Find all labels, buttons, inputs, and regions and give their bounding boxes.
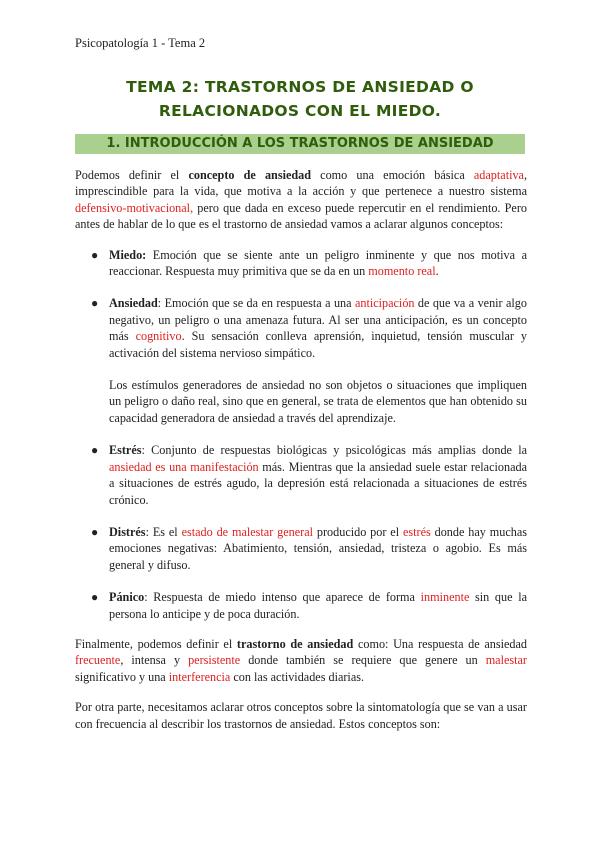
text-run: sin que la persona lo anticipe y de poca duración.: [109, 590, 527, 621]
text-run: : Es el: [145, 524, 182, 539]
highlight-text: cognitivo: [135, 329, 182, 344]
highlight-text: inminente: [420, 590, 470, 605]
bold-term: Pánico: [109, 590, 145, 605]
text-run: : Emoción que se da en respuesta a una: [157, 296, 355, 311]
closing-paragraph: Por otra parte, necesitamos aclarar otros conceptos sobre la sintomatología que se van a usar con frecuencia al describir los trastornos de ansiedad. Estos conceptos son:: [75, 700, 527, 731]
text-run: como una emoción básica: [311, 168, 474, 182]
bullet-icon: ●: [91, 590, 99, 605]
ansiedad-continuation-paragraph: Los estímulos generadores de ansiedad no son objetos o situaciones que impliquen un peligro o daño real, sino que en general, se trata de elementos que han obtenido su capacidad generadora de ansiedad a través del aprendizaje.: [109, 378, 527, 425]
bold-term: concepto de ansiedad: [188, 168, 312, 182]
bold-term: Distrés: [109, 524, 146, 539]
section-heading: 1. INTRODUCCIÓN A LOS TRASTORNOS DE ANSIEDAD: [75, 134, 525, 154]
running-header: Psicopatología 1 - Tema 2: [75, 36, 206, 50]
text-run: significativo y una: [75, 669, 169, 684]
text-run: donde hay muchas emociones negativas: Abatimiento, tensión, ansiedad, tristeza o agobio. Es más general y difuso.: [109, 524, 527, 572]
highlight-text: adaptativa: [473, 168, 524, 182]
intro-paragraph: [75, 167, 527, 233]
bullet-icon: ●: [91, 247, 99, 262]
concept-list: [75, 247, 527, 622]
text-run: : Respuesta de miedo intenso que aparece de forma: [144, 590, 421, 605]
definition-paragraph: [75, 636, 527, 685]
bold-term: trastorno de ansiedad: [236, 636, 354, 651]
text-run: , imprescindible para la vida, que motiva a la acción y que pertenece a nuestro sistema: [75, 168, 528, 199]
highlight-text: frecuente: [75, 653, 121, 668]
title-line-1: TEMA 2: TRASTORNOS DE ANSIEDAD O: [126, 78, 474, 96]
text-run: . Su sensación conlleva aprensión, inquietud, tensión muscular y activación del sistema nervioso simpático.: [109, 329, 527, 360]
list-item-ansiedad: [75, 295, 527, 361]
highlight-text: momento real: [368, 264, 436, 279]
bold-term: Estrés: [109, 443, 142, 458]
highlight-text: anticipación: [354, 296, 415, 311]
text-run: : Conjunto de respuestas biológicas y psicológicas más amplias donde la: [141, 443, 527, 458]
text-run: Finalmente, podemos definir el: [75, 636, 237, 651]
list-item-miedo: [75, 247, 527, 280]
bullet-icon: ●: [91, 524, 99, 539]
text-run: producido por el: [313, 524, 403, 539]
bullet-icon: ●: [91, 443, 99, 458]
text-run: más. Mientras que la ansiedad suele estar relacionada a situaciones de estrés agudo, la depresión está relacionada a situaciones de estrés crónico.: [109, 459, 527, 507]
text-run: donde también se requiere que genere un: [240, 653, 486, 668]
highlight-text: estrés: [402, 524, 431, 539]
list-item-panico: [75, 589, 527, 622]
text-run: Podemos definir el: [75, 168, 189, 182]
text-run: .: [435, 264, 439, 279]
text-run: pero que dada en exceso puede repercutir en el rendimiento. Pero antes de hablar de lo que es el trastorno de ansiedad vamos a aclarar algunos conceptos:: [75, 200, 527, 232]
highlight-text: interferencia: [168, 669, 231, 684]
list-item-estres: [75, 442, 527, 508]
highlight-text: estado de malestar general: [181, 524, 313, 539]
title-line-2: RELACIONADOS CON EL MIEDO.: [158, 102, 442, 120]
document-body: [75, 167, 527, 732]
highlight-text: ansiedad es una manifestación: [109, 459, 259, 474]
bold-term: Ansiedad: [109, 296, 158, 311]
text-run: , intensa y: [120, 653, 189, 668]
list-item-distres: [75, 524, 527, 573]
bullet-icon: ●: [91, 296, 99, 311]
text-run: Emoción que se siente ante un peligro inminente y que nos motiva a reaccionar. Respuesta muy primitiva que se da en un: [109, 247, 527, 279]
text-run: de que va a venir algo negativo, un peligro o una amenaza futura. Al ser una anticipación, es un concepto más: [109, 296, 527, 344]
page-title: [75, 75, 525, 123]
highlight-text: malestar: [485, 653, 527, 668]
bold-term: Miedo:: [109, 247, 147, 262]
text-run: como: Una respuesta de ansiedad: [353, 636, 527, 651]
text-run: con las actividades diarias.: [230, 669, 365, 684]
highlight-text: defensivo-motivacional,: [75, 200, 194, 215]
highlight-text: persistente: [188, 653, 241, 668]
